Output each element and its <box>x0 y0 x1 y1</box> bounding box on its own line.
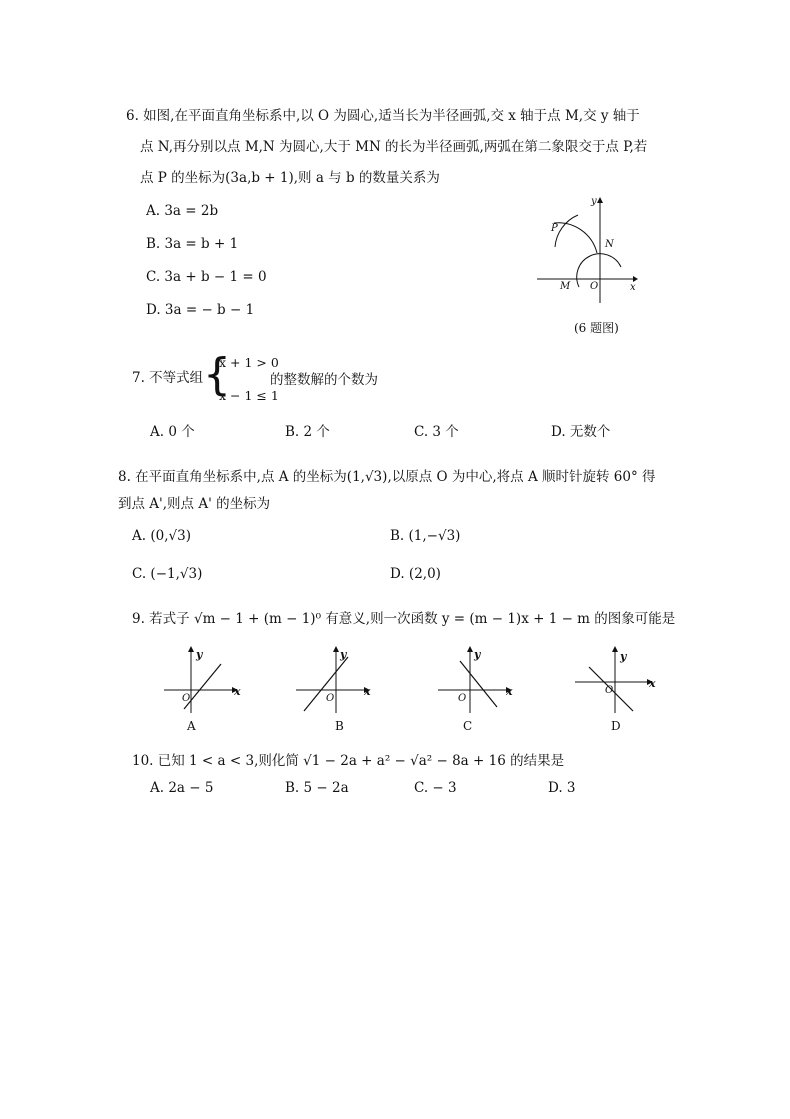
q8-option-a-post: ) <box>185 528 191 544</box>
q9-graph-a-label: A <box>187 719 196 733</box>
q6-option-c: C. 3a + b − 1 = 0 <box>146 269 267 285</box>
q10-text-start: 10. 已知 1 < a < 3,则化简 <box>132 753 299 769</box>
q10-radical-1: √1 − 2a + a² <box>303 753 391 769</box>
q8-point-radical: √3 <box>364 469 383 485</box>
q8-line1 <box>118 469 656 485</box>
q7-option-b: B. 2 个 <box>285 424 330 440</box>
q6-figure-caption: (6 题图) <box>574 321 619 335</box>
q8-option-a-rad: √3 <box>168 528 186 544</box>
svg-text:y: y <box>340 648 347 661</box>
q9-radical: √m − 1 <box>193 611 244 627</box>
q6-label-y: y <box>591 196 597 207</box>
svg-text:x: x <box>506 685 513 698</box>
q8-option-b-pre: B. (1,− <box>390 528 438 544</box>
q7-ineq2: x − 1 ≤ 1 <box>219 388 279 403</box>
q9-graph-b-label: B <box>335 719 344 733</box>
q10-question <box>132 753 564 769</box>
q6-option-b: B. 3a = b + 1 <box>146 236 239 252</box>
q6-arc-center-o <box>577 254 621 287</box>
q8-point-open: (1, <box>346 469 365 485</box>
q6-label-m: M <box>560 281 571 292</box>
q9-graph-a <box>158 645 258 720</box>
q9-graph-d <box>571 645 671 720</box>
q6-line2: 点 N,再分别以点 M,N 为圆心,大于 MN 的长为半径画弧,两弧在第二象限交于点 P,若 <box>140 139 648 155</box>
svg-text:y: y <box>196 648 203 661</box>
q7-suffix: 的整数解的个数为 <box>270 372 378 388</box>
q8-option-b <box>390 528 460 544</box>
q7-prefix: 7. 不等式组 <box>132 370 204 386</box>
svg-text:x: x <box>234 685 241 698</box>
q6-label-o: O <box>590 281 599 292</box>
q9-graph-c-label: C <box>463 719 473 733</box>
q6-label-p: P <box>551 223 558 234</box>
q7-option-a: A. 0 个 <box>150 424 195 440</box>
svg-text:O: O <box>605 685 614 696</box>
svg-text:O: O <box>182 693 191 704</box>
q8-line2: 到点 A',则点 A' 的坐标为 <box>118 496 271 512</box>
q9-text-start: 9. 若式子 <box>132 611 190 627</box>
q8-option-a-pre: A. (0, <box>132 528 169 544</box>
q6-line1: 6. 如图,在平面直角坐标系中,以 O 为圆心,适当长为半径画弧,交 x 轴于点 M,交 y 轴于 <box>126 108 640 124</box>
q6-label-x: x <box>630 282 636 293</box>
q10-radical-2: √a² − 8a + 16 <box>410 753 506 769</box>
q10-text-end: 的结果是 <box>505 753 565 769</box>
q8-option-c-pre: C. (−1, <box>132 566 180 582</box>
q6-figure <box>533 195 663 305</box>
q10-option-a: A. 2a − 5 <box>150 780 214 796</box>
svg-text:y: y <box>620 650 627 663</box>
q9-graph-b <box>292 645 392 720</box>
q6-arc-from-n <box>555 215 578 247</box>
q8-option-c <box>132 566 202 582</box>
q8-option-a <box>132 528 191 544</box>
q8-point-close: ) <box>382 469 388 485</box>
q6-y-arrow <box>597 197 603 203</box>
q10-option-c: C. − 3 <box>414 780 457 796</box>
q9-graph-c <box>434 645 534 720</box>
svg-text:O: O <box>458 693 467 704</box>
svg-text:O: O <box>326 693 335 704</box>
q9-text-end: + (m − 1)⁰ 有意义,则一次函数 y = (m − 1)x + 1 − m 的图象可能是 <box>243 611 676 627</box>
q9-graph-d-label: D <box>611 719 621 733</box>
q9-question <box>132 611 675 627</box>
q8-line1-end: ,以原点 O 为中心,将点 A 顺时针旋转 60° 得 <box>387 469 656 485</box>
q10-minus: − <box>390 753 411 769</box>
q8-option-b-rad: √3 <box>437 528 456 544</box>
q6-line3: 点 P 的坐标为(3a,b + 1),则 a 与 b 的数量关系为 <box>140 170 440 186</box>
q6-option-d: D. 3a = − b − 1 <box>146 302 255 318</box>
q7-ineq1: x + 1 > 0 <box>219 355 279 370</box>
q8-option-b-post: ) <box>455 528 461 544</box>
q8-option-c-post: ) <box>197 566 203 582</box>
svg-text:x: x <box>364 685 371 698</box>
svg-text:x: x <box>649 677 656 690</box>
q6-arc-from-m <box>554 223 597 253</box>
q7-brace: { <box>203 349 231 400</box>
q8-line1-start: 8. 在平面直角坐标系中,点 A 的坐标为 <box>118 469 347 485</box>
q8-option-d <box>390 566 441 582</box>
q8-option-c-rad: √3 <box>179 566 198 582</box>
q6-label-n: N <box>605 239 614 250</box>
svg-text:y: y <box>474 648 481 661</box>
q6-option-a: A. 3a = 2b <box>146 203 219 219</box>
q10-option-b: B. 5 − 2a <box>285 780 349 796</box>
q8-option-d-pre: D. (2,0) <box>390 566 441 582</box>
q10-option-d: D. 3 <box>548 780 576 796</box>
q7-option-c: C. 3 个 <box>414 424 459 440</box>
q7-option-d: D. 无数个 <box>551 424 611 440</box>
